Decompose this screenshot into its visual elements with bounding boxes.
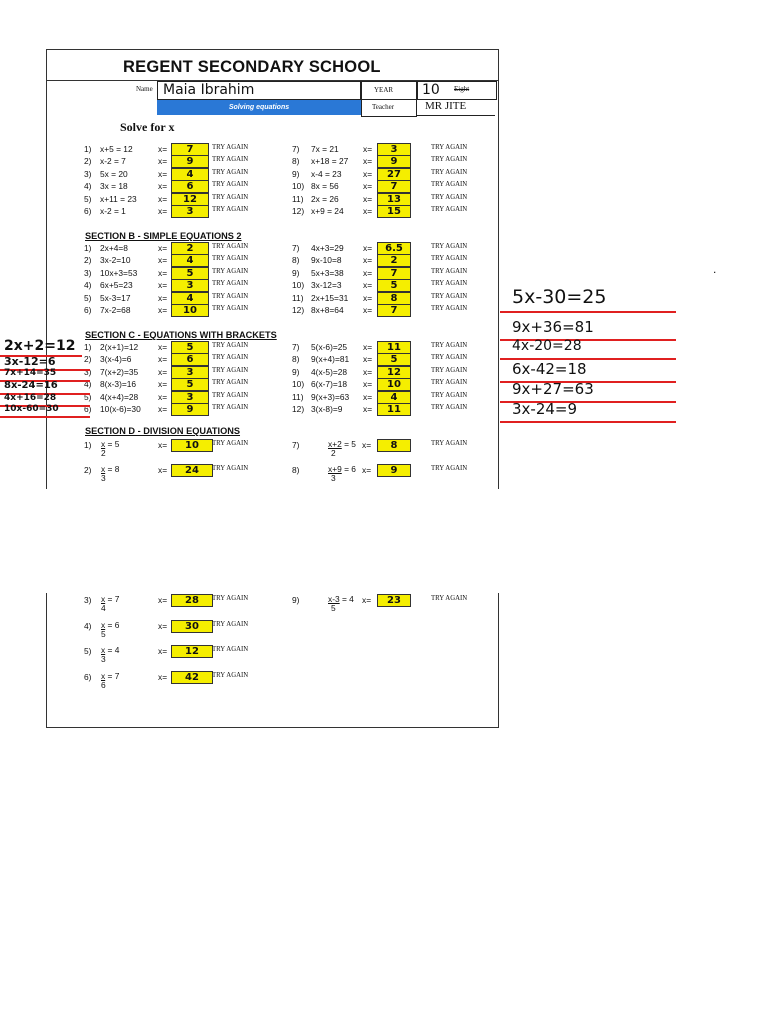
- c-right-row-x-label: x=: [363, 379, 373, 390]
- c-left-row-try-again: TRY AGAIN: [212, 391, 249, 399]
- b-right-row-try-again: TRY AGAIN: [431, 305, 468, 312]
- b-left-row-number: 4): [84, 280, 92, 291]
- a-right-row-x-label: x=: [363, 156, 373, 167]
- d-row-numerator: x: [101, 645, 106, 655]
- c-left-row-answer-box[interactable]: 9: [171, 403, 209, 416]
- year-struck: Eight: [454, 85, 470, 93]
- b-right-row-answer-box[interactable]: 6.5: [377, 242, 411, 255]
- a-left-row-try-again: TRY AGAIN: [212, 181, 249, 189]
- teacher-value: MR JITE: [425, 100, 467, 112]
- b-right-row-number: 9): [292, 267, 300, 278]
- a-left-row-number: 5): [84, 193, 92, 204]
- c-right-row-number: 7): [292, 342, 300, 352]
- a-right-row-number: 8): [292, 156, 300, 167]
- c-right-row-question: 6(x-7)=18: [311, 379, 348, 390]
- c-right-row-question: 5(x-6)=25: [311, 342, 348, 352]
- d-row-answer-box[interactable]: 24: [171, 464, 213, 477]
- c-right-row-answer-box[interactable]: 10: [377, 378, 411, 391]
- d-row-denominator: 2: [101, 448, 106, 458]
- c-left-row-answer-box[interactable]: 5: [171, 341, 209, 354]
- c-right-row-question: 9(x+3)=63: [311, 391, 350, 402]
- d-row-try-again: TRY AGAIN: [431, 465, 468, 472]
- c-right-row-answer-box[interactable]: 12: [377, 366, 411, 379]
- b-left-row-answer-box[interactable]: 5: [171, 267, 209, 280]
- d-row-x-label: x=: [158, 465, 168, 475]
- d-row-numerator: x+2: [328, 439, 342, 449]
- d-row-denominator: 5: [101, 628, 106, 639]
- d-row-rhs: = 7: [105, 594, 120, 604]
- b-right-row-try-again: TRY AGAIN: [431, 292, 468, 300]
- d-row-denominator: 3: [331, 473, 336, 483]
- name-value: Maia Ibrahim: [163, 82, 255, 98]
- a-right-row-answer-box[interactable]: 3: [377, 143, 411, 156]
- b-left-row-try-again: TRY AGAIN: [212, 243, 249, 250]
- a-left-row-number: 4): [84, 181, 92, 192]
- c-right-row-try-again: TRY AGAIN: [431, 379, 468, 387]
- b-right-row-answer-box[interactable]: 7: [377, 304, 411, 317]
- b-left-row-x-label: x=: [158, 243, 168, 253]
- year-label-cell: [361, 81, 417, 100]
- left-working-line: 3x-12=6: [4, 355, 56, 368]
- a-right-row-question: 8x = 56: [311, 181, 339, 192]
- d-row-rhs: = 8: [105, 464, 120, 474]
- d-row-answer-box[interactable]: 12: [171, 645, 213, 658]
- a-right-row-answer-box[interactable]: 27: [377, 168, 411, 181]
- c-left-row-x-label: x=: [158, 354, 168, 365]
- a-right-row-try-again: TRY AGAIN: [431, 206, 468, 213]
- b-left-row-x-label: x=: [158, 292, 168, 303]
- a-left-row-x-label: x=: [158, 144, 168, 154]
- d-row-try-again: TRY AGAIN: [212, 595, 249, 602]
- d-row-rhs: = 7: [105, 670, 120, 681]
- name-field[interactable]: [157, 81, 361, 100]
- name-label: Name: [136, 85, 153, 93]
- b-left-row-question: 6x+5=23: [100, 280, 133, 291]
- teacher-label: Teacher: [372, 103, 395, 111]
- c-left-row-number: 1): [84, 342, 92, 352]
- c-right-row-x-label: x=: [363, 391, 373, 402]
- school-title: REGENT SECONDARY SCHOOL: [123, 58, 381, 76]
- a-left-row-answer-box[interactable]: 3: [171, 205, 209, 218]
- a-right-row-try-again: TRY AGAIN: [431, 144, 468, 151]
- d-row-number: 9): [292, 595, 300, 605]
- year-field[interactable]: [417, 81, 497, 100]
- a-right-row-x-label: x=: [363, 206, 373, 216]
- c-right-row-number: 9): [292, 366, 300, 377]
- b-right-row-question: 9x-10=8: [311, 255, 342, 266]
- b-left-row-question: 7x-2=68: [100, 305, 131, 315]
- d-row-rhs: = 5: [341, 439, 356, 449]
- a-left-row-try-again: TRY AGAIN: [212, 156, 249, 164]
- a-right-row-answer-box[interactable]: 15: [377, 205, 411, 218]
- d-row-answer-box[interactable]: 23: [377, 594, 411, 607]
- d-row-denominator: 5: [331, 603, 336, 613]
- b-left-row-answer-box[interactable]: 10: [171, 304, 209, 317]
- d-row-x-label: x=: [158, 671, 168, 682]
- c-left-row-question: 4(x+4)=28: [100, 391, 139, 402]
- c-right-row-try-again: TRY AGAIN: [431, 391, 468, 399]
- a-left-row-x-label: x=: [158, 168, 168, 179]
- left-working-line: 2x+2=12: [4, 338, 76, 354]
- d-row-number: 1): [84, 440, 92, 450]
- right-working-line: 9x+27=63: [512, 380, 594, 398]
- left-working-line: 7x+14=35: [4, 368, 57, 378]
- a-right-row-number: 9): [292, 168, 300, 179]
- b-right-row-try-again: TRY AGAIN: [431, 243, 468, 250]
- d-row-x-label: x=: [158, 595, 168, 605]
- c-right-row-x-label: x=: [363, 342, 373, 352]
- d-row-numerator: x: [101, 594, 106, 604]
- b-right-row-number: 10): [292, 280, 305, 291]
- b-right-row-question: 5x+3=38: [311, 267, 344, 278]
- b-right-row-try-again: TRY AGAIN: [431, 267, 468, 275]
- a-left-row-answer-box[interactable]: 12: [171, 193, 209, 206]
- d-row-number: 5): [84, 646, 92, 656]
- a-left-row-answer-box[interactable]: 4: [171, 168, 209, 181]
- d-row-number: 2): [84, 465, 92, 475]
- d-row-number: 7): [292, 440, 300, 450]
- a-left-row-answer-box[interactable]: 7: [171, 143, 209, 156]
- right-working-line: 9x+36=81: [512, 318, 594, 336]
- b-left-row-number: 1): [84, 243, 92, 253]
- a-left-row-number: 6): [84, 206, 92, 216]
- d-row-number: 3): [84, 595, 92, 605]
- right-working-line: 4x-20=28: [512, 338, 582, 354]
- red-underline: [500, 311, 676, 313]
- b-right-row-question: 4x+3=29: [311, 243, 344, 253]
- a-left-row-answer-box[interactable]: 9: [171, 155, 209, 168]
- c-right-row-try-again: TRY AGAIN: [431, 366, 468, 374]
- c-right-row-answer-box[interactable]: 11: [377, 341, 411, 354]
- section-c-title: SECTION C - EQUATIONS WITH BRACKETS: [85, 330, 277, 340]
- d-row-try-again: TRY AGAIN: [431, 595, 468, 602]
- b-left-row-x-label: x=: [158, 280, 168, 291]
- a-left-row-question: x+11 = 23: [100, 193, 137, 204]
- d-row-try-again: TRY AGAIN: [212, 646, 249, 653]
- c-right-row-try-again: TRY AGAIN: [431, 404, 468, 411]
- c-left-row-try-again: TRY AGAIN: [212, 379, 249, 387]
- c-left-row-number: 5): [84, 391, 92, 402]
- a-right-row-x-label: x=: [363, 181, 373, 192]
- right-working-line: 6x-42=18: [512, 360, 587, 378]
- solve-for-heading: Solve for x: [120, 120, 175, 134]
- d-row-x-label: x=: [362, 595, 372, 605]
- a-right-row-question: 7x = 21: [311, 144, 339, 154]
- a-left-row-question: x-2 = 1: [100, 206, 126, 216]
- c-right-row-x-label: x=: [363, 366, 373, 377]
- c-left-row-number: 4): [84, 379, 92, 390]
- year-value: 10: [422, 82, 440, 98]
- c-left-row-question: 10(x-6)=30: [100, 404, 141, 414]
- a-left-row-number: 3): [84, 168, 92, 179]
- c-right-row-number: 12): [292, 404, 305, 414]
- b-right-row-x-label: x=: [363, 305, 373, 315]
- d-row-x-label: x=: [158, 440, 168, 450]
- b-right-row-answer-box[interactable]: 7: [377, 267, 411, 280]
- a-right-row-number: 12): [292, 206, 305, 216]
- c-right-row-x-label: x=: [363, 404, 373, 414]
- b-right-row-x-label: x=: [363, 292, 373, 303]
- c-left-row-number: 3): [84, 366, 92, 377]
- d-row-number: 4): [84, 620, 92, 631]
- d-row-numerator: x: [101, 670, 106, 681]
- d-row-number: 6): [84, 671, 92, 682]
- a-right-row-answer-box[interactable]: 7: [377, 180, 411, 193]
- a-left-row-question: x-2 = 7: [100, 156, 126, 167]
- a-left-row-question: x+5 = 12: [100, 144, 133, 154]
- c-right-row-number: 8): [292, 354, 300, 365]
- b-left-row-question: 3x-2=10: [100, 255, 131, 266]
- b-left-row-try-again: TRY AGAIN: [212, 267, 249, 275]
- d-row-rhs: = 5: [105, 439, 120, 449]
- a-right-row-question: x+9 = 24: [311, 206, 344, 216]
- c-left-row-question: 7(x+2)=35: [100, 366, 139, 377]
- b-right-row-answer-box[interactable]: 8: [377, 292, 411, 305]
- b-right-row-x-label: x=: [363, 267, 373, 278]
- d-row-rhs: = 4: [105, 645, 120, 655]
- c-right-row-question: 9(x+4)=81: [311, 354, 350, 365]
- b-left-row-answer-box[interactable]: 3: [171, 279, 209, 292]
- worksheet-top: [46, 49, 499, 489]
- d-row-denominator: 3: [101, 654, 106, 664]
- d-row-answer-box[interactable]: 8: [377, 439, 411, 452]
- c-right-row-try-again: TRY AGAIN: [431, 354, 468, 362]
- d-row-numerator: x+9: [328, 464, 342, 474]
- c-left-row-try-again: TRY AGAIN: [212, 404, 249, 411]
- d-row-answer-box[interactable]: 42: [171, 671, 213, 684]
- c-left-row-number: 2): [84, 354, 92, 365]
- a-right-row-question: 2x = 26: [311, 193, 339, 204]
- a-right-row-question: x-4 = 23: [311, 168, 342, 179]
- c-right-row-x-label: x=: [363, 354, 373, 365]
- d-row-answer-box[interactable]: 9: [377, 464, 411, 477]
- c-left-row-number: 6): [84, 404, 92, 414]
- stray-mark: .: [713, 262, 717, 276]
- b-right-row-x-label: x=: [363, 280, 373, 291]
- d-row-numerator: x: [101, 464, 106, 474]
- b-right-row-try-again: TRY AGAIN: [431, 280, 468, 288]
- teacher-field: [417, 99, 495, 116]
- a-left-row-answer-box[interactable]: 6: [171, 180, 209, 193]
- c-left-row-answer-box[interactable]: 3: [171, 366, 209, 379]
- b-left-row-number: 2): [84, 255, 92, 266]
- b-left-row-number: 3): [84, 267, 92, 278]
- b-right-row-number: 8): [292, 255, 300, 266]
- right-working-line: 5x-30=25: [512, 286, 607, 308]
- a-right-row-x-label: x=: [363, 144, 373, 154]
- right-working-line: 3x-24=9: [512, 400, 578, 418]
- c-right-row-answer-box[interactable]: 5: [377, 353, 411, 366]
- red-underline: [0, 416, 90, 418]
- a-left-row-question: 3x = 18: [100, 181, 128, 192]
- a-left-row-x-label: x=: [158, 156, 168, 167]
- b-left-row-try-again: TRY AGAIN: [212, 255, 249, 263]
- d-row-x-label: x=: [158, 646, 168, 656]
- c-left-row-x-label: x=: [158, 379, 168, 390]
- c-right-row-try-again: TRY AGAIN: [431, 342, 468, 349]
- a-right-row-number: 7): [292, 144, 300, 154]
- d-row-try-again: TRY AGAIN: [431, 440, 468, 447]
- a-left-row-number: 2): [84, 156, 92, 167]
- a-left-row-x-label: x=: [158, 206, 168, 216]
- d-row-x-label: x=: [362, 440, 372, 450]
- a-left-row-number: 1): [84, 144, 92, 154]
- year-label: YEAR: [374, 86, 394, 94]
- b-left-row-try-again: TRY AGAIN: [212, 280, 249, 288]
- a-left-row-x-label: x=: [158, 193, 168, 204]
- d-row-try-again: TRY AGAIN: [212, 620, 249, 628]
- section-b-title: SECTION B - SIMPLE EQUATIONS 2: [85, 231, 242, 241]
- worksheet-bottom: [46, 593, 499, 728]
- left-working-line: 4x+16=28: [4, 393, 57, 403]
- c-right-row-number: 11): [292, 391, 304, 402]
- d-row-numerator: x-3: [328, 594, 340, 604]
- d-row-numerator: x: [101, 619, 106, 630]
- b-left-row-answer-box[interactable]: 2: [171, 242, 209, 255]
- b-right-row-answer-box[interactable]: 2: [377, 254, 411, 267]
- b-right-row-question: 2x+15=31: [311, 292, 349, 303]
- d-row-x-label: x=: [362, 465, 372, 475]
- d-row-denominator: 6: [101, 679, 106, 690]
- d-row-try-again: TRY AGAIN: [212, 671, 249, 679]
- b-right-row-number: 11): [292, 292, 304, 303]
- b-left-row-answer-box[interactable]: 4: [171, 254, 209, 267]
- a-right-row-try-again: TRY AGAIN: [431, 181, 468, 189]
- d-row-x-label: x=: [158, 620, 168, 631]
- c-right-row-question: 3(x-8)=9: [311, 404, 343, 414]
- c-left-row-question: 3(x-4)=6: [100, 354, 132, 365]
- c-left-row-question: 8(x-3)=16: [100, 379, 137, 390]
- d-row-denominator: 2: [331, 448, 336, 458]
- a-left-row-question: 5x = 20: [100, 168, 128, 179]
- a-right-row-number: 10): [292, 181, 305, 192]
- a-right-row-answer-box[interactable]: 9: [377, 155, 411, 168]
- c-left-row-answer-box[interactable]: 6: [171, 353, 209, 366]
- a-right-row-try-again: TRY AGAIN: [431, 168, 468, 176]
- b-left-row-number: 6): [84, 305, 92, 315]
- a-left-row-try-again: TRY AGAIN: [212, 144, 249, 151]
- d-row-rhs: = 4: [339, 594, 354, 604]
- a-left-row-x-label: x=: [158, 181, 168, 192]
- c-right-row-question: 4(x-5)=28: [311, 366, 348, 377]
- a-right-row-x-label: x=: [363, 193, 373, 204]
- b-left-row-answer-box[interactable]: 4: [171, 292, 209, 305]
- a-left-row-try-again: TRY AGAIN: [212, 193, 249, 201]
- d-row-numerator: x: [101, 439, 106, 449]
- c-left-row-x-label: x=: [158, 391, 168, 402]
- b-right-row-number: 12): [292, 305, 305, 315]
- red-underline: [500, 421, 676, 423]
- b-left-row-question: 5x-3=17: [100, 292, 131, 303]
- d-row-number: 8): [292, 465, 300, 475]
- teacher-label-cell: [361, 99, 417, 117]
- c-left-row-answer-box[interactable]: 5: [171, 378, 209, 391]
- d-row-answer-box[interactable]: 30: [171, 620, 213, 633]
- b-left-row-number: 5): [84, 292, 92, 303]
- b-left-row-x-label: x=: [158, 267, 168, 278]
- c-right-row-answer-box[interactable]: 11: [377, 403, 411, 416]
- b-right-row-answer-box[interactable]: 5: [377, 279, 411, 292]
- d-row-denominator: 3: [101, 473, 106, 483]
- d-row-answer-box[interactable]: 28: [171, 594, 213, 607]
- b-right-row-question: 3x-12=3: [311, 280, 342, 291]
- b-left-row-x-label: x=: [158, 305, 168, 315]
- c-left-row-try-again: TRY AGAIN: [212, 342, 249, 349]
- topic-bar: Solving equations: [157, 100, 361, 115]
- c-left-row-try-again: TRY AGAIN: [212, 354, 249, 362]
- left-working-line: 10x-60=30: [4, 404, 59, 414]
- b-left-row-try-again: TRY AGAIN: [212, 305, 249, 312]
- b-left-row-question: 2x+4=8: [100, 243, 128, 253]
- left-working-line: 8x-24=16: [4, 380, 58, 391]
- a-right-row-x-label: x=: [363, 168, 373, 179]
- c-left-row-x-label: x=: [158, 366, 168, 377]
- d-row-rhs: = 6: [105, 619, 120, 630]
- c-left-row-x-label: x=: [158, 342, 168, 352]
- d-row-try-again: TRY AGAIN: [212, 465, 249, 472]
- b-right-row-number: 7): [292, 243, 300, 253]
- b-right-row-question: 8x+8=64: [311, 305, 344, 315]
- b-left-row-try-again: TRY AGAIN: [212, 292, 249, 300]
- a-right-row-answer-box[interactable]: 13: [377, 193, 411, 206]
- a-left-row-try-again: TRY AGAIN: [212, 168, 249, 176]
- c-right-row-answer-box[interactable]: 4: [377, 391, 411, 404]
- c-left-row-answer-box[interactable]: 3: [171, 391, 209, 404]
- b-right-row-x-label: x=: [363, 243, 373, 253]
- c-left-row-question: 2(x+1)=12: [100, 342, 139, 352]
- b-left-row-x-label: x=: [158, 255, 168, 266]
- a-left-row-try-again: TRY AGAIN: [212, 206, 249, 213]
- d-row-answer-box[interactable]: 10: [171, 439, 213, 452]
- c-left-row-try-again: TRY AGAIN: [212, 366, 249, 374]
- b-right-row-try-again: TRY AGAIN: [431, 255, 468, 263]
- c-right-row-number: 10): [292, 379, 305, 390]
- b-left-row-question: 10x+3=53: [100, 267, 138, 278]
- c-left-row-x-label: x=: [158, 404, 168, 414]
- b-right-row-x-label: x=: [363, 255, 373, 266]
- a-right-row-try-again: TRY AGAIN: [431, 156, 468, 164]
- d-row-rhs: = 6: [341, 464, 356, 474]
- section-d-title: SECTION D - DIVISION EQUATIONS: [85, 426, 241, 436]
- a-right-row-question: x+18 = 27: [311, 156, 349, 167]
- d-row-denominator: 4: [101, 603, 106, 613]
- a-right-row-try-again: TRY AGAIN: [431, 193, 468, 201]
- d-row-try-again: TRY AGAIN: [212, 440, 249, 447]
- a-right-row-number: 11): [292, 193, 304, 204]
